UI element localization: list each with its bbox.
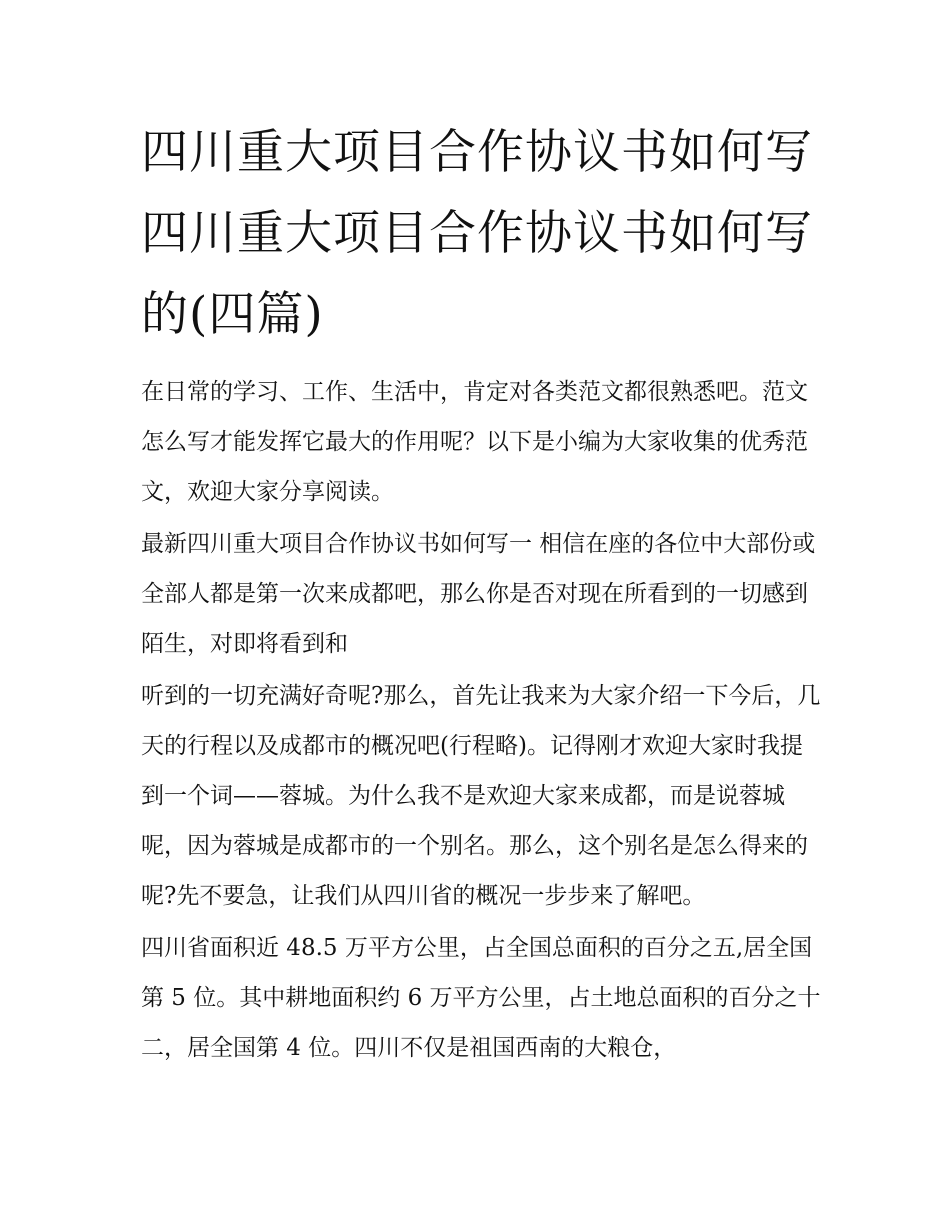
document-title: 四川重大项目合作协议书如何写 四川重大项目合作协议书如何写的(四篇)	[141, 125, 813, 342]
document-body	[141, 367, 821, 1073]
paragraph-section-one-opening: 最新四川重大项目合作协议书如何写一 相信在座的各位中大部份或全部人都是第一次来成都吧，那么你是否对现在所看到的一切感到陌生，对即将看到和	[141, 531, 816, 657]
paragraph-intro: 在日常的学习、工作、生活中，肯定对各类范文都很熟悉吧。范文怎么写才能发挥它最大的作用呢？以下是小编为大家收集的优秀范文，欢迎大家分享阅读。	[141, 379, 808, 505]
document-content	[141, 112, 821, 1075]
paragraph-sichuan-area: 四川省面积近 48.5 万平方公里，占全国总面积的百分之五,居全国第 5 位。其中耕地面积约 6 万平方公里，占土地总面积的百分之十二，居全国第 4 位。四川不仅是祖国西南的大粮仓，	[141, 935, 821, 1061]
paragraph-rongcheng: 听到的一切充满好奇呢?那么，首先让我来为大家介绍一下今后，几天的行程以及成都市的概况吧(行程略)。记得刚才欢迎大家时我提到一个词——蓉城。为什么我不是欢迎大家来成都，而是说蓉城呢，因为蓉城是成都市的一个别名。那么，这个别名是怎么得来的呢?先不要急，让我们从四川省的概况一步步来了解吧。	[141, 683, 821, 909]
